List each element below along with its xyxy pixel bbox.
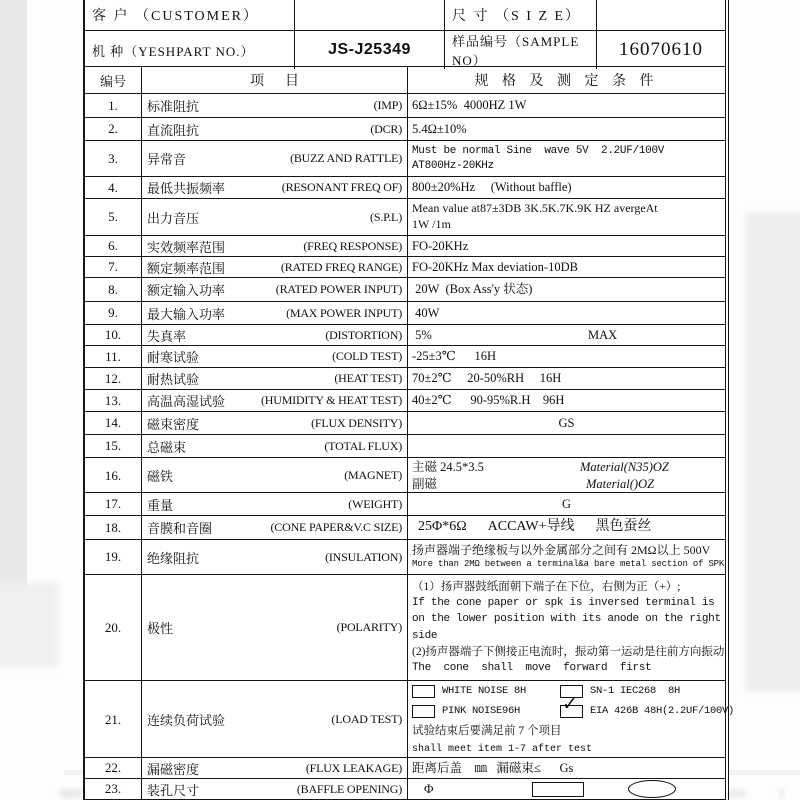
table-row [85,325,725,346]
spec-text: G [561,496,572,511]
table-row [85,177,725,199]
item-name-en: (IMP) [373,98,402,112]
row-number: 4. [85,177,142,198]
load-option [412,705,560,719]
item-name-en: (RATED POWER INPUT) [275,282,402,296]
row-number: 11. [85,346,142,367]
table-row [85,278,725,302]
spec-text: 距离后盖 ㎜ 漏磁束≤ Gs [412,760,574,775]
table-row [85,368,725,390]
item-name-en: (BUZZ AND RATTLE) [290,151,402,165]
table-row [85,236,725,257]
item-name-cn: 重量 [147,497,174,513]
spec-table [83,0,735,800]
spec-text: FO-20KHz [412,238,469,253]
load-option-label: EIA 426B 48H(2.2UF/100V) [590,705,735,718]
spec-cell [408,390,725,411]
size-label: 尺 寸 （S I Z E） [445,0,597,30]
spec-cell [408,540,725,574]
scan-left-margin-shade [0,0,27,598]
spec-cell [408,302,725,324]
item-cell [142,390,408,411]
table-row [85,458,725,493]
spec-text: GS [558,415,575,430]
item-name-en: (FLUX LEAKAGE) [305,760,402,775]
polarity-line: If the cone paper or spk is inversed terminal is [412,597,715,610]
table-row [85,94,725,118]
item-name-en: (RATED FREQ RANGE) [280,259,402,274]
row-number: 18. [85,516,142,539]
rectangle-shape-icon [532,782,584,797]
load-option-label: SN-1 IEC268 8H [590,685,681,698]
spec-text: 800±20%Hz (Without baffle) [412,180,572,195]
item-name-en: (DCR) [370,121,402,136]
item-name-en: (INSULATION) [325,549,402,564]
item-name-cn: 出力音压 [147,210,200,226]
size-value [597,0,725,30]
row-number: 21. [85,681,142,758]
item-name-en: (RESONANT FREQ OF) [281,180,402,194]
phi-symbol: Φ [424,780,434,796]
row-number: 5. [85,199,142,235]
item-cell [142,257,408,277]
checkbox-pink-noise-icon [412,705,435,718]
item-cell [142,779,408,799]
load-option [412,685,560,699]
item-name-en: (DISTORTION) [325,327,402,342]
row-number: 8. [85,278,142,301]
spec-cell [408,368,725,389]
polarity-line: （1）扬声器鼓纸面朝下端子在下位，右侧为正（+）; [412,580,681,593]
spec-cell [408,516,725,539]
load-option [560,693,735,719]
oval-shape-icon [628,780,676,798]
spec-cell [408,325,725,345]
spec-text: FO-20KHz Max deviation-10DB [412,259,578,274]
polarity-line: (2)扬声器端子下侧接正电流时，振动第一运动是往前方向振动 [412,645,725,658]
spec-cell [408,681,735,758]
item-name-cn: 磁铁 [147,469,174,485]
spec-text-line: AT800Hz-20KHz [412,159,494,172]
row-number: 17. [85,493,142,515]
item-name-en: (MAGNET) [344,468,402,483]
spec-text-line: Must be normal Sine wave 5V 2.2UF/100V [412,145,665,158]
scan-left-blotch [0,583,58,667]
table-row [85,493,725,516]
row-number: 19. [85,540,142,574]
table-row [85,199,725,236]
item-name-en: (WEIGHT) [348,496,402,511]
spec-text-line: Mean value at87±3DB 3K.5K.7K.9K HZ avergeAt [412,201,658,216]
model-label: 机 种（YESHPART NO.） [85,31,295,69]
column-header-spec: 规 格 及 测 定 条 件 [474,74,659,89]
polarity-line: The cone shall move forward first [412,662,652,675]
item-cell [142,236,408,256]
spec-cell [408,412,725,434]
model-value: JS-J25349 [295,31,445,69]
spec-cell [408,575,725,680]
row-number: 7. [85,257,142,277]
checkbox-white-noise-icon [412,685,435,698]
item-cell [142,412,408,434]
spec-text-line: 1W /1m [412,217,451,231]
item-name-cn: 异常音 [147,152,187,167]
spec-text: 40W [412,305,440,320]
row-number: 6. [85,236,142,256]
polarity-line: on the lower position with its anode on the right [412,613,721,626]
item-name-en: (HUMIDITY & HEAT TEST) [260,393,402,407]
load-test-note-cn: 试验结束后要满足前 7 个项目 [412,725,562,738]
customer-label: 客 户 （CUSTOMER） [85,0,295,30]
row-number: 1. [85,94,142,117]
item-name-cn: 标准阻抗 [147,99,200,114]
row-number: 22. [85,758,142,778]
item-name-cn: 极性 [147,621,174,636]
item-name-cn: 连续负荷试验 [147,713,226,728]
item-name-en: (BAFFLE OPENING) [296,781,402,796]
sample-value: 16070610 [619,39,703,60]
table-row [85,257,725,278]
row-number: 12. [85,368,142,389]
spec-cell [408,435,725,457]
spec-text: -25±3℃ 16H [412,349,497,364]
magnet-spec [412,459,721,493]
item-name-en: (CONE PAPER&V.C SIZE) [270,520,402,534]
magnet-sub: 副磁 [412,476,438,491]
baffle-opening-spec [412,780,721,798]
table-row [85,412,725,435]
table-row [85,758,725,779]
row-number: 13. [85,390,142,411]
table-row [85,540,725,575]
item-name-en: (TOTAL FLUX) [324,438,402,453]
checkbox-eia426b-checked-icon [560,693,583,718]
item-cell [142,346,408,367]
item-cell [142,141,408,176]
item-name-cn: 耐寒试验 [147,350,200,365]
item-cell [142,368,408,389]
spec-cell [408,346,725,367]
table-row [85,302,725,325]
item-name-cn: 耐热试验 [147,372,200,387]
item-cell [142,575,408,680]
item-name-cn: 实效频率范围 [147,239,226,255]
check-mark-icon: ✓ [562,693,578,716]
item-cell [142,199,408,235]
spec-text: 5% MAX [412,327,618,342]
table-row [85,390,725,412]
spec-cell [408,278,725,301]
column-header-no: 编号 [85,67,142,93]
item-name-en: (FLUX DENSITY) [311,415,402,430]
item-cell [142,302,408,324]
spec-text: 20W (Box Ass'y 状态) [412,282,533,297]
row-number: 9. [85,302,142,324]
item-cell [142,278,408,301]
item-name-cn: 装孔尺寸 [147,782,200,798]
header-row-model [85,31,725,67]
header-row-customer [85,0,725,31]
item-cell [142,458,408,494]
scan-right-shade [746,212,800,692]
table-row [85,575,725,681]
item-name-cn: 绝缘阻抗 [147,550,200,566]
table-row [85,118,725,141]
item-name-cn: 失真率 [147,328,187,344]
magnet-main: 主磁 24.5*3.5 [412,460,484,474]
item-name-cn: 额定输入功率 [147,283,226,298]
item-name-cn: 高温高湿试验 [147,394,226,409]
magnet-sub-material: Material()OZ [586,476,655,491]
item-name-cn: 最低共振频率 [147,181,226,196]
spec-text-line: 扬声器端子绝缘板与以外金属部分之间有 2MΩ以上 500V [412,543,711,558]
row-number: 20. [85,575,142,680]
spec-cell [408,94,725,117]
item-name-cn: 磁束密度 [147,416,200,432]
magnet-main-material: Material(N35)OZ [580,460,669,474]
item-name-en: (FREQ RESPONSE) [303,238,402,253]
item-name-en: (S.P.L) [370,209,402,224]
item-name-en: (LOAD TEST) [331,712,402,726]
item-cell [142,94,408,117]
spec-text: 5.4Ω±10% [412,121,467,136]
spec-cell [408,199,725,235]
item-cell [142,516,408,539]
item-cell [142,493,408,515]
item-cell [142,681,408,758]
item-name-en: (POLARITY) [336,620,402,634]
item-name-cn: 漏磁密度 [147,761,200,777]
spec-cell [408,118,725,140]
spec-text-line: More than 2MΩ between a terminal&a bare metal section of SPK [412,558,725,569]
item-cell [142,540,408,574]
table-row [85,516,725,540]
row-number: 14. [85,412,142,434]
load-option-label: PINK NOISE96H [442,705,521,718]
customer-value [295,0,445,30]
item-cell [142,758,408,778]
item-name-en: (HEAT TEST) [334,371,402,385]
item-name-en: (MAX POWER INPUT) [286,305,402,320]
row-number: 23. [85,779,142,799]
item-name-en: (COLD TEST) [332,349,402,363]
spec-cell [408,177,725,198]
load-option-label: WHITE NOISE 8H [442,685,527,698]
spec-text: 40±2℃ 90-95%R.H 96H [412,393,565,408]
header-row-columns [85,67,725,94]
item-name-cn: 音膜和音圈 [147,521,213,536]
spec-text: 25Φ*6Ω ACCAW+导线 黑色蚕丝 [418,519,652,535]
spec-cell [408,257,725,277]
table-row [85,141,725,177]
spec-text: 70±2℃ 20-50%RH 16H [412,371,562,386]
table-row [85,435,725,458]
polarity-line: side [412,629,438,642]
spec-cell [408,236,725,256]
item-name-cn: 额定频率范围 [147,260,226,276]
spec-cell [408,758,725,778]
column-header-item: 项 目 [142,67,408,93]
item-name-cn: 总磁束 [147,439,187,455]
spec-cell [408,493,725,515]
row-number: 16. [85,458,142,494]
spec-cell [408,779,725,799]
load-option [560,685,721,699]
item-name-cn: 最大输入功率 [147,306,226,322]
table-row [85,346,725,368]
spec-text: 6Ω±15% 4000HZ 1W [412,98,527,113]
spec-cell [408,458,725,494]
item-cell [142,118,408,140]
table-row [85,681,735,758]
table-row [85,779,725,799]
load-test-note-en: shall meet item 1-7 after test [412,743,593,755]
item-name-cn: 直流阻抗 [147,122,200,138]
spec-cell [408,141,725,176]
sample-label: 样品编号（SAMPLE NO） [445,31,597,69]
item-cell [142,435,408,457]
row-number: 15. [85,435,142,457]
load-test-option-line [412,693,735,722]
row-number: 3. [85,141,142,176]
item-cell [142,177,408,198]
item-cell [142,325,408,345]
row-number: 10. [85,325,142,345]
row-number: 2. [85,118,142,140]
